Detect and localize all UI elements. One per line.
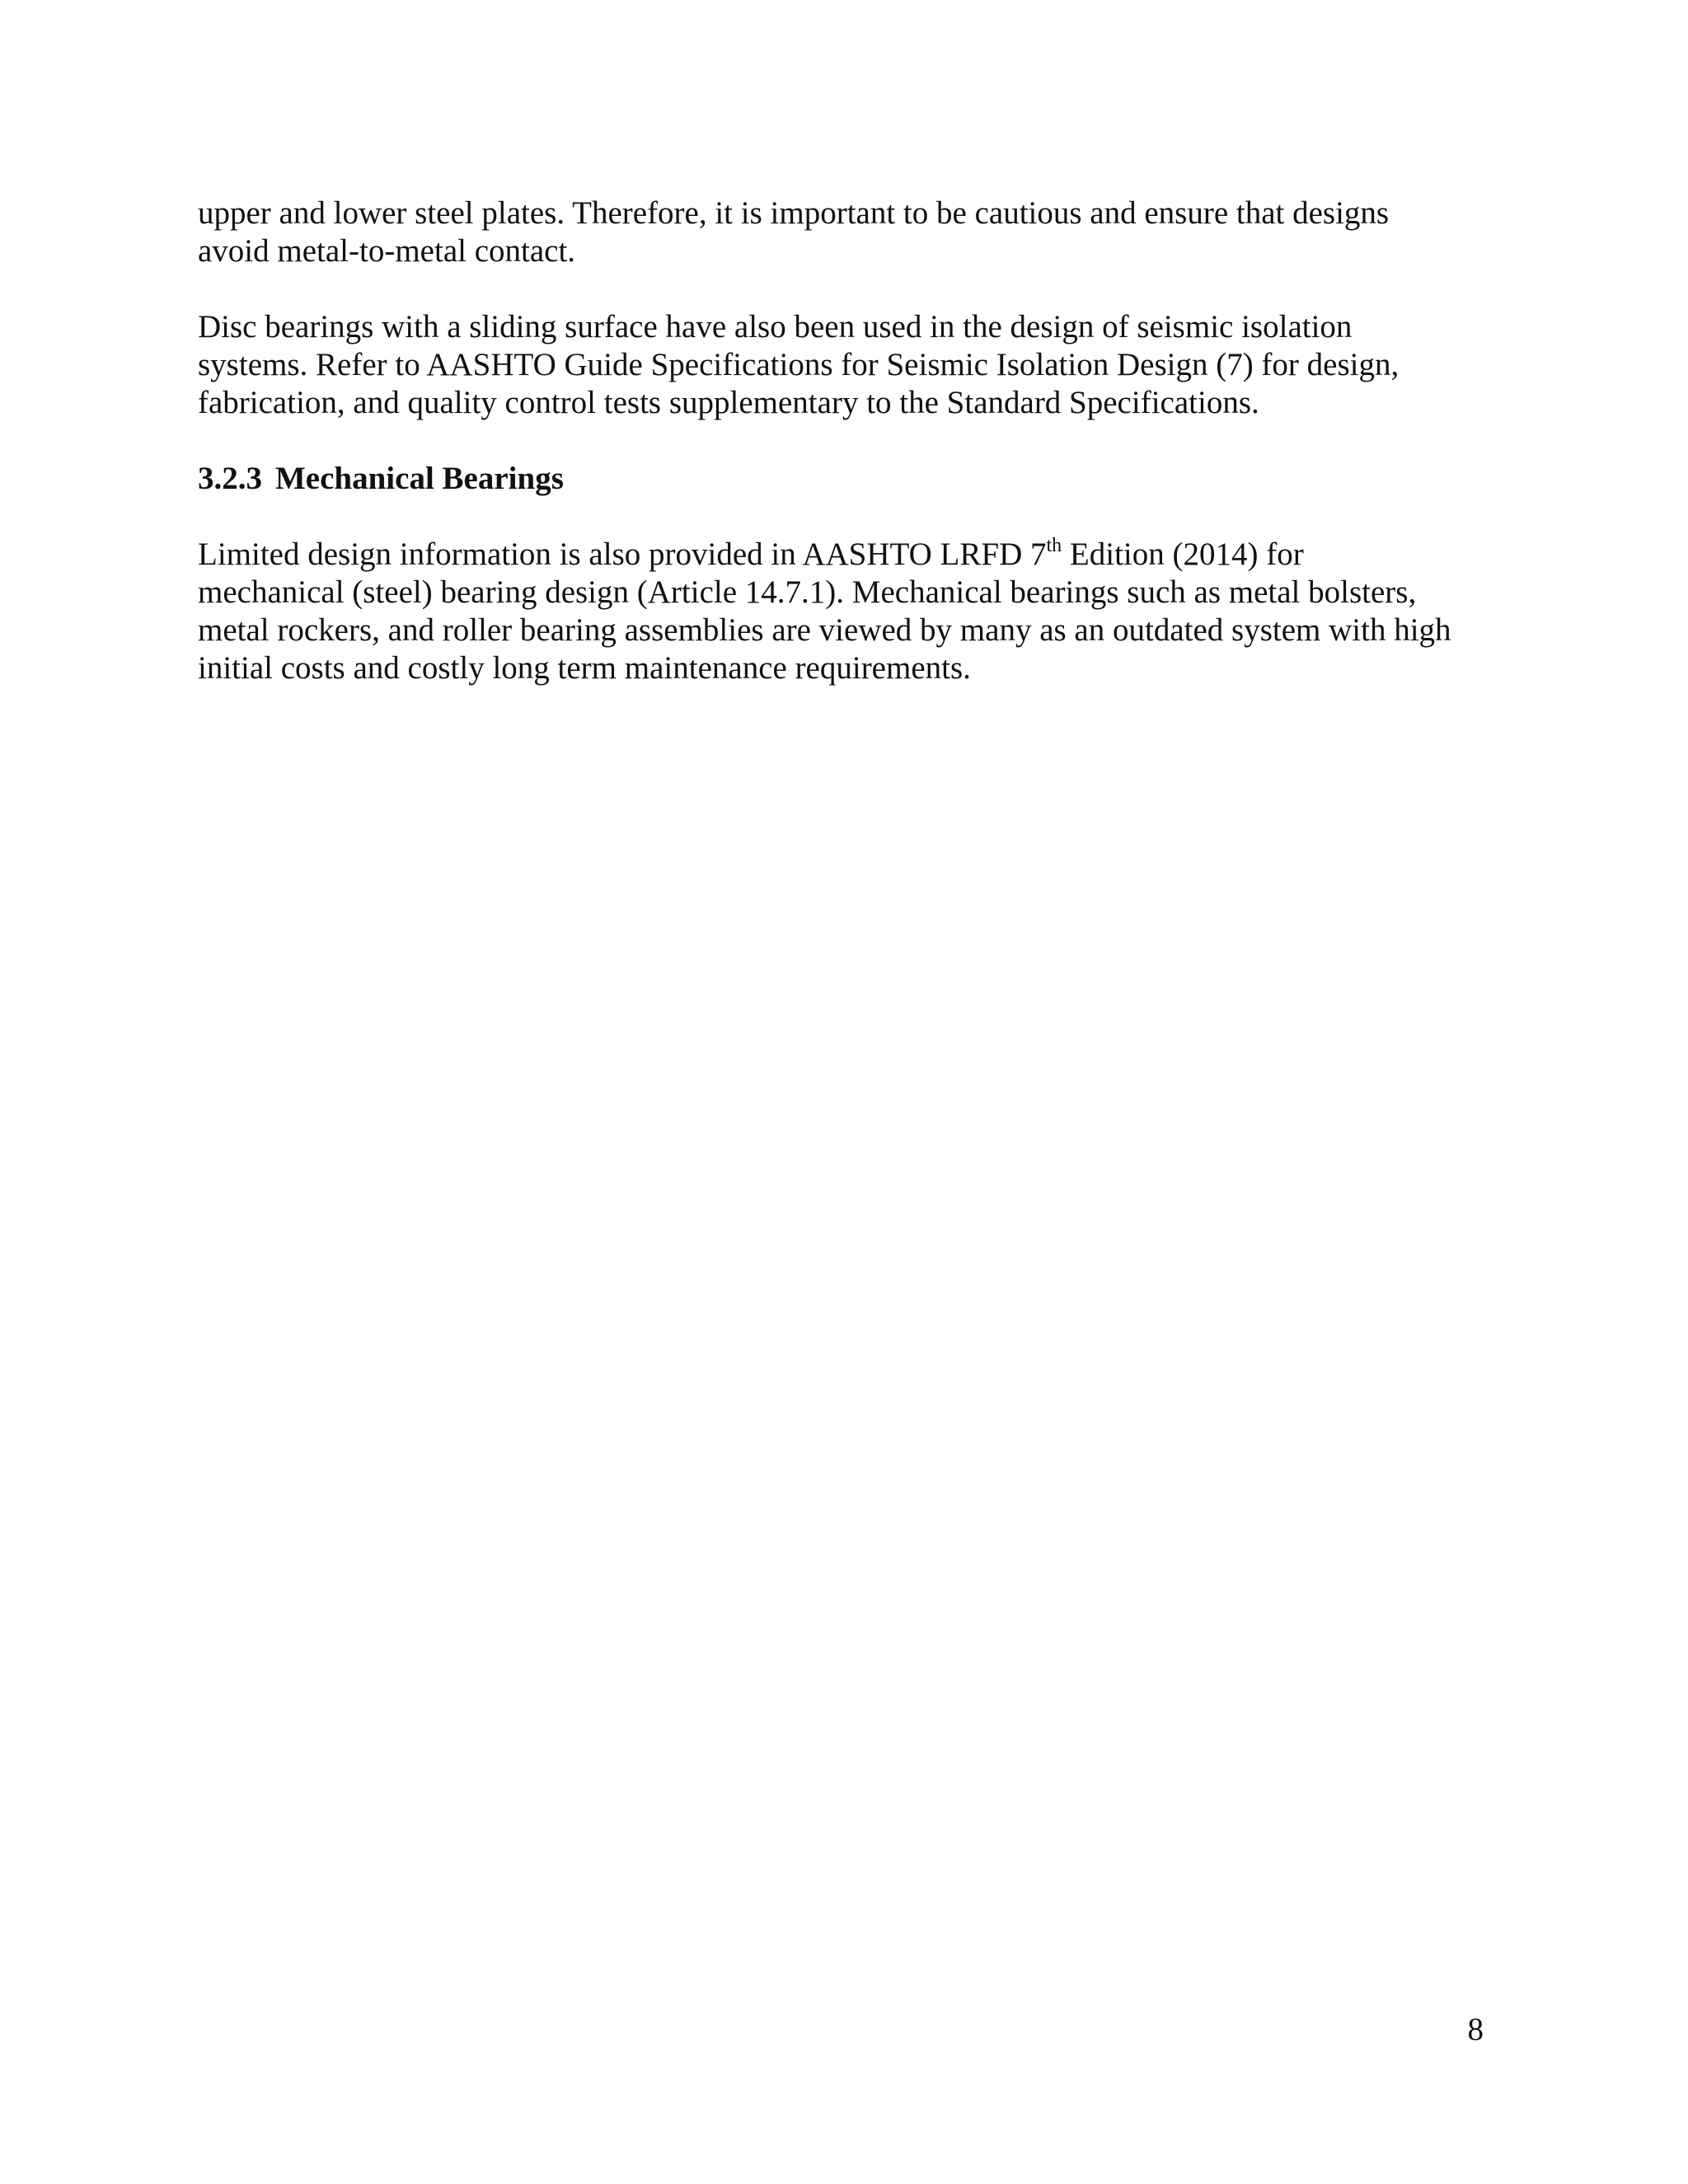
- text-segment: Limited design information is also provided in AASHTO LRFD 7: [198, 537, 1047, 572]
- paragraph-disc-bearings: [198, 308, 1500, 422]
- section-title: Mechanical Bearings: [275, 461, 564, 496]
- text-line: [198, 536, 1500, 574]
- page-number: 8: [1467, 2012, 1484, 2047]
- text-line: Disc bearings with a sliding surface have also been used in the design of seismic isolation: [198, 309, 1353, 344]
- text-line: fabrication, and quality control tests supplementary to the Standard Specifications.: [198, 385, 1259, 420]
- paragraph-continuation: [198, 194, 1500, 270]
- text-line: avoid metal-to-metal contact.: [198, 233, 576, 269]
- paragraph-mechanical-bearings: [198, 536, 1500, 687]
- section-heading: [198, 460, 1500, 498]
- page-content: [198, 194, 1500, 725]
- text-line: metal rockers, and roller bearing assemblies are viewed by many as an outdated system with high: [198, 612, 1451, 648]
- text-segment: Edition (2014) for: [1062, 537, 1304, 572]
- text-line: initial costs and costly long term maintenance requirements.: [198, 650, 971, 686]
- section-number: 3.2.3: [198, 461, 262, 496]
- text-line: upper and lower steel plates. Therefore, it is important to be cautious and ensure that designs: [198, 195, 1390, 231]
- text-line: mechanical (steel) bearing design (Article 14.7.1). Mechanical bearings such as metal bolsters,: [198, 574, 1417, 610]
- text-line: systems. Refer to AASHTO Guide Specifications for Seismic Isolation Design (7) for design,: [198, 347, 1400, 382]
- superscript-ordinal: th: [1046, 535, 1062, 556]
